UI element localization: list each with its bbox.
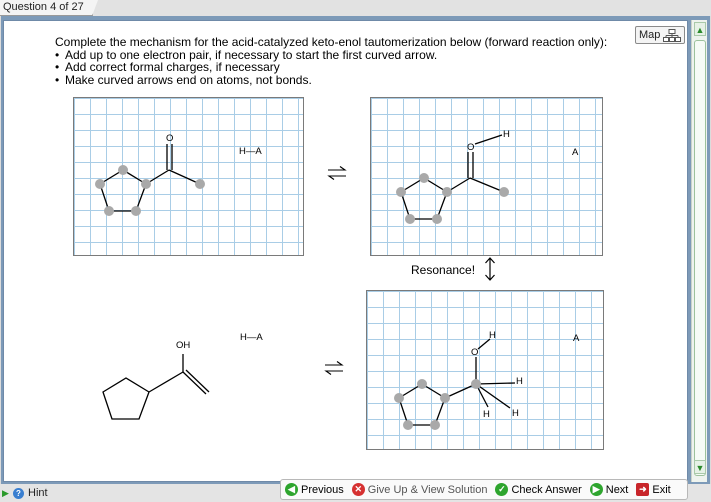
- exit-label: Exit: [652, 483, 671, 496]
- enol-product-molecule: [100, 330, 220, 430]
- question-label: Question 4 of 27: [3, 1, 84, 13]
- atom-dot[interactable]: [417, 379, 427, 389]
- oxygen-label[interactable]: O: [166, 133, 174, 144]
- checkmark-icon: ✓: [495, 483, 508, 496]
- hint-label: Hint: [28, 487, 48, 499]
- next-label: Next: [605, 483, 629, 496]
- previous-arrow-icon: ◀: [285, 483, 298, 496]
- help-icon: ?: [13, 488, 24, 499]
- atom-dot[interactable]: [440, 393, 450, 403]
- carbocation-molecule[interactable]: [367, 291, 605, 451]
- check-answer-button[interactable]: [495, 483, 581, 496]
- atom-dot[interactable]: [471, 379, 481, 389]
- double-headed-arrow-icon: [484, 257, 496, 281]
- give-up-label: Give Up & View Solution: [367, 483, 488, 496]
- atom-dot[interactable]: [499, 187, 509, 197]
- scroll-thumb[interactable]: [694, 40, 706, 476]
- give-up-button[interactable]: [352, 483, 488, 496]
- instructions: [55, 36, 635, 86]
- map-button[interactable]: [635, 26, 685, 44]
- protonated-drawing-panel[interactable]: [370, 97, 603, 256]
- protonated-molecule[interactable]: [371, 98, 604, 257]
- h-a-label: H—A: [240, 332, 263, 343]
- close-icon: ✕: [352, 483, 365, 496]
- next-button[interactable]: [590, 483, 629, 496]
- previous-button[interactable]: [285, 483, 344, 496]
- instructions-prompt: Complete the mechanism for the acid-catalyzed keto-enol tautomerization below (forward reaction only):: [55, 35, 608, 49]
- instruction-bullet-1: • Add up to one electron pair, if necessary to start the first curved arrow.: [55, 49, 635, 62]
- atom-dot[interactable]: [432, 214, 442, 224]
- previous-label: Previous: [301, 483, 344, 496]
- expand-arrow-icon: ▶: [2, 488, 9, 498]
- hydroxyl-label: OH: [176, 340, 191, 351]
- atom-dot[interactable]: [195, 179, 205, 189]
- atom-dot[interactable]: [442, 187, 452, 197]
- exit-icon: ➜: [636, 483, 649, 496]
- vertical-scrollbar[interactable]: [691, 20, 707, 482]
- next-arrow-icon: ▶: [590, 483, 603, 496]
- hydrogen-label[interactable]: H: [489, 330, 496, 341]
- atom-dot[interactable]: [95, 179, 105, 189]
- instruction-bullet-3: • Make curved arrows end on atoms, not bonds.: [55, 74, 635, 87]
- map-button-label: Map: [639, 29, 661, 41]
- oxygen-label[interactable]: O: [467, 142, 475, 153]
- atom-dot[interactable]: [118, 165, 128, 175]
- scroll-up-icon[interactable]: ▲: [694, 22, 706, 36]
- atom-dot[interactable]: [419, 173, 429, 183]
- scroll-down-icon[interactable]: ▼: [694, 460, 706, 474]
- a-label[interactable]: A: [572, 147, 579, 158]
- atom-dot[interactable]: [396, 187, 406, 197]
- atom-dot[interactable]: [104, 206, 114, 216]
- instruction-bullet-2: • Add correct formal charges, if necessary: [55, 61, 635, 74]
- h-a-reagent: [240, 330, 290, 344]
- hydrogen-label[interactable]: H: [512, 408, 519, 419]
- hydrogen-label[interactable]: H: [503, 129, 510, 140]
- oxygen-label[interactable]: O: [471, 347, 479, 358]
- hydrogen-label[interactable]: H: [483, 409, 490, 420]
- equilibrium-arrow-icon: [327, 166, 347, 180]
- hint-button[interactable]: [2, 487, 48, 499]
- resonance-label: Resonance!: [411, 263, 476, 277]
- atom-dot[interactable]: [394, 393, 404, 403]
- navigation-bar: [280, 479, 688, 500]
- atom-dot[interactable]: [141, 179, 151, 189]
- equilibrium-arrow-icon: [324, 361, 344, 375]
- sitemap-icon: [663, 29, 681, 42]
- reactant-drawing-panel[interactable]: [73, 97, 304, 256]
- reactant-molecule[interactable]: [74, 98, 305, 257]
- a-label[interactable]: A: [573, 333, 580, 344]
- h-a-label[interactable]: H—A: [239, 146, 262, 157]
- hydrogen-label[interactable]: H: [516, 376, 523, 387]
- title-bar: [0, 0, 711, 16]
- atom-dot[interactable]: [430, 420, 440, 430]
- atom-dot[interactable]: [403, 420, 413, 430]
- atom-dot[interactable]: [405, 214, 415, 224]
- exit-button[interactable]: [636, 483, 670, 496]
- atom-dot[interactable]: [131, 206, 141, 216]
- carbocation-drawing-panel[interactable]: [366, 290, 604, 450]
- question-tab: [0, 0, 93, 16]
- check-answer-label: Check Answer: [511, 483, 582, 496]
